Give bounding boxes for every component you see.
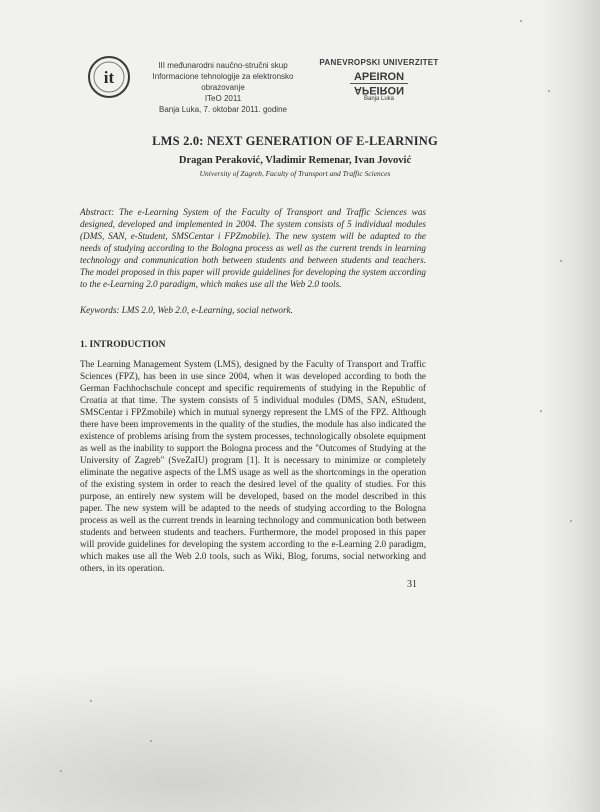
paper-title: LMS 2.0: NEXT GENERATION OF E-LEARNING bbox=[152, 134, 438, 148]
paper-authors: Dragan Peraković, Vladimir Remenar, Ivan Jovović bbox=[178, 155, 412, 166]
scan-speckle bbox=[540, 410, 542, 412]
keywords: Keywords: LMS 2.0, Web 2.0, e-Learning, social network. bbox=[80, 305, 293, 315]
abstract: Abstract: The e-Learning System of the Faculty of Transport and Traffic Sciences was designed, developed and implemented in 2004. The system consists of 5 individual modules (DMS, SAN, e-Student, SMSCentar i FPZmobile). The new system will be adapted to the needs of studying according to the Bologna process as well as the current trends in learning technology and communication both between students and between students and teachers. The model proposed in this paper will provide guidelines for developing the system according to the e-Learning 2.0 paradigm, which makes use all the Web 2.0 tools. bbox=[80, 207, 426, 289]
conference-header bbox=[134, 60, 312, 115]
scan-speckle bbox=[560, 260, 562, 262]
university-name: PANEVROPSKI UNIVERZITET bbox=[319, 58, 439, 67]
body-paragraph: The Learning Management System (LMS), designed by the Faculty of Transport and Traffic Sciences (FPZ), has been in use since 2004, when it was developed according to both the German Fachhochschule concept and specific requirements of studying in the Republic of Croatia at that time. The system consists of 5 individual modules (DMS, SAN, eStudent, SMSCentar i FPZmobile) which in mutual synergy represent the LMS of the FPZ. Although there have been improvements in the quality of the studies, the module has also indicated the existence of problems arising from the system processes, technologically obsolete equipment as well as the inability to support the Bologna process and the "Outcomes of Studying at the University of Zagreb" (SveZaIU) program [1]. It is necessary to minimize or completely eliminate the negative aspects of the LMS usage as well as the shortcomings in the operation of the existing system in order to reach the desired level of the quality of studies. For this purpose, an entirely new system will be developed, based on the model described in this paper. The new system will be adapted to the needs of studying according to the Bologna process as well as the current trends in learning technology and communication both between students and between students and teachers. Furthermore, the model proposed in this paper will provide guidelines for developing the system according to the e-Learning 2.0 paradigm, which makes use all the Web 2.0 tools, such as Wiki, Blog, forums, social networking and others, in its operation. bbox=[80, 359, 426, 573]
section-heading: 1. INTRODUCTION bbox=[80, 340, 166, 350]
scan-speckle bbox=[150, 740, 152, 742]
conference-logo-text: it bbox=[103, 68, 115, 87]
apeiron-logo-reflection: APEIRON bbox=[353, 84, 405, 96]
scan-speckle bbox=[570, 520, 572, 522]
scan-speckle bbox=[520, 20, 522, 22]
apeiron-logo-text: APEIRON bbox=[350, 71, 408, 84]
paper-affiliation: University of Zagreb, Faculty of Transport and Traffic Sciences bbox=[199, 169, 391, 178]
university-city: Banja Luka bbox=[363, 96, 395, 102]
conference-line: Banja Luka, 7. oktobar 2011. godine bbox=[159, 105, 287, 114]
page-number: 31 bbox=[407, 579, 417, 590]
scan-speckle bbox=[90, 700, 92, 702]
scan-shadow-bottom bbox=[0, 662, 600, 812]
scan-speckle bbox=[548, 90, 550, 92]
conference-line: III međunarodni naučno-stručni skup bbox=[158, 61, 288, 70]
conference-logo-icon bbox=[86, 54, 132, 100]
conference-line: ITeO 2011 bbox=[204, 94, 242, 103]
university-logo bbox=[318, 58, 440, 102]
scan-speckle bbox=[60, 770, 62, 772]
conference-line: Informacione tehnologije za elektronsko obrazovanje bbox=[152, 72, 294, 92]
